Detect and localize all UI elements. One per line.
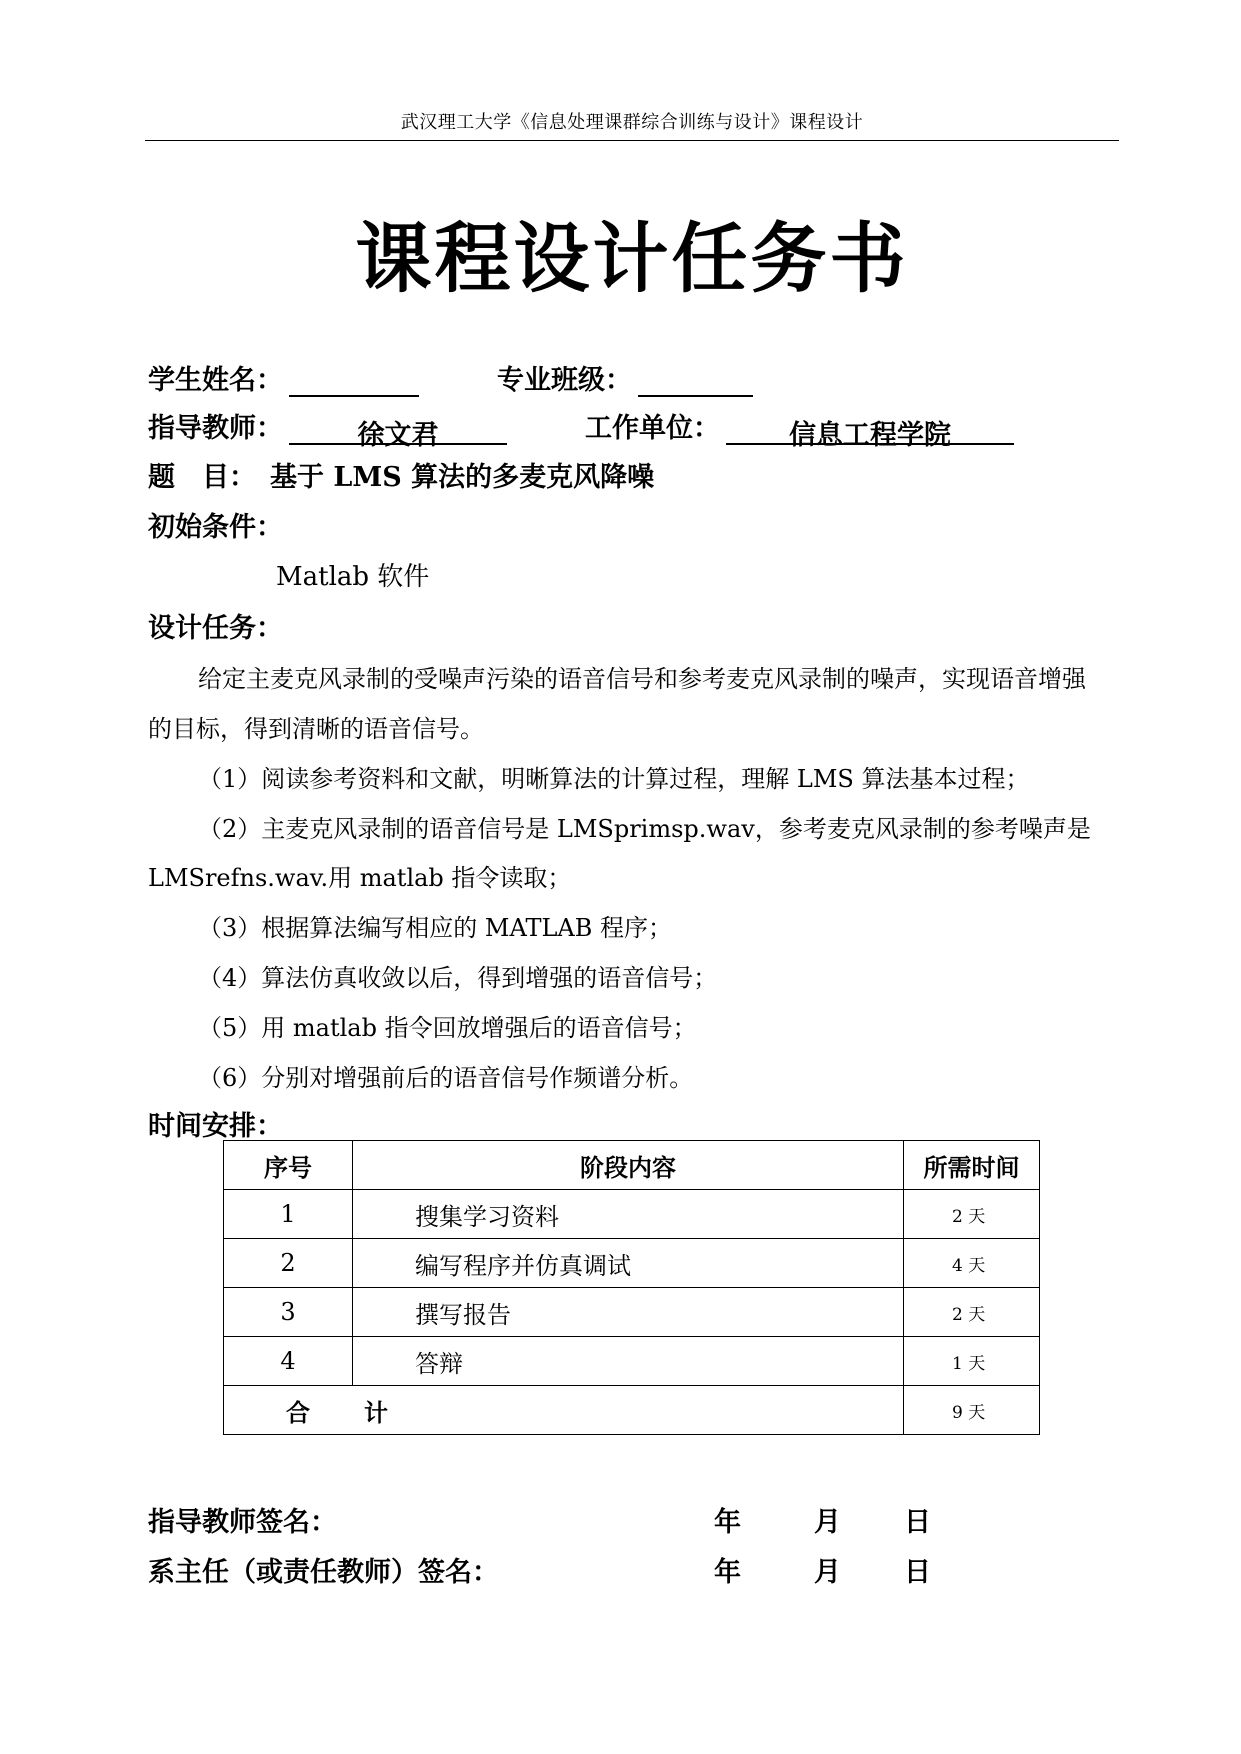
table-row — [224, 1337, 1040, 1386]
page-header: 武汉理工大学《信息处理课群综合训练与设计》课程设计 — [400, 112, 864, 133]
unit-label: 工作单位： — [585, 413, 720, 444]
row-time: 2 天 — [904, 1288, 1040, 1337]
design-task-item-5: （5）用 matlab 指令回放增强后的语音信号； — [198, 1014, 697, 1042]
row-no: 3 — [224, 1288, 353, 1337]
row-time: 4 天 — [904, 1239, 1040, 1288]
student-name-row — [148, 358, 419, 397]
director-signature-label: 系主任（或责任教师）签名： — [148, 1557, 499, 1588]
header-no: 序号 — [224, 1141, 353, 1190]
director-sign-year: 年 — [714, 1557, 741, 1588]
total-label: 合 计 — [224, 1386, 904, 1435]
schedule-header-row — [224, 1141, 1040, 1190]
unit-row — [585, 406, 1014, 451]
class-row — [497, 358, 753, 397]
table-row — [224, 1239, 1040, 1288]
design-task-item-2-line2: LMSrefns.wav.用 matlab 指令读取； — [148, 864, 572, 892]
schedule-total-row — [224, 1386, 1040, 1435]
topic-value: 基于 LMS 算法的多麦克风降噪 — [270, 462, 655, 493]
design-task-item-4: （4）算法仿真收敛以后，得到增强的语音信号； — [198, 964, 718, 992]
table-row — [224, 1190, 1040, 1239]
director-sign-day: 日 — [904, 1557, 931, 1588]
design-task-label: 设计任务： — [148, 613, 283, 644]
advisor-sign-day: 日 — [904, 1507, 931, 1538]
row-no: 4 — [224, 1337, 353, 1386]
header-content: 阶段内容 — [353, 1141, 904, 1190]
design-task-item-6: （6）分别对增强前后的语音信号作频谱分析。 — [198, 1064, 694, 1092]
row-no: 1 — [224, 1190, 353, 1239]
total-time: 9 天 — [904, 1386, 1040, 1435]
schedule-table — [223, 1140, 1040, 1435]
topic-label: 题 目： — [148, 462, 256, 493]
table-row — [224, 1288, 1040, 1337]
row-content: 搜集学习资料 — [353, 1190, 904, 1239]
student-name-label: 学生姓名： — [148, 365, 283, 396]
row-no: 2 — [224, 1239, 353, 1288]
advisor-signature-label: 指导教师签名： — [148, 1507, 337, 1538]
initial-conditions-text: Matlab 软件 — [276, 562, 430, 592]
advisor-sign-month: 月 — [814, 1507, 841, 1538]
row-time: 1 天 — [904, 1337, 1040, 1386]
design-task-item-3: （3）根据算法编写相应的 MATLAB 程序； — [198, 914, 673, 942]
unit-name: 信息工程学院 — [726, 413, 1014, 445]
row-content: 答辩 — [353, 1337, 904, 1386]
advisor-name: 徐文君 — [289, 413, 507, 445]
row-time: 2 天 — [904, 1190, 1040, 1239]
class-label: 专业班级： — [497, 365, 632, 396]
design-task-item-2-line1: （2）主麦克风录制的语音信号是 LMSprimsp.wav，参考麦克风录制的参考噪声是 — [198, 815, 1091, 843]
director-sign-month: 月 — [814, 1557, 841, 1588]
class-blank — [638, 365, 753, 397]
student-name-blank — [289, 365, 419, 397]
document-title: 课程设计任务书 — [355, 214, 909, 303]
topic-row — [148, 455, 654, 494]
advisor-label: 指导教师： — [148, 413, 283, 444]
header-time: 所需时间 — [904, 1141, 1040, 1190]
design-task-intro-line2: 的目标，得到清晰的语音信号。 — [148, 715, 484, 743]
advisor-row — [148, 406, 507, 451]
advisor-sign-year: 年 — [714, 1507, 741, 1538]
initial-conditions-label: 初始条件： — [148, 512, 283, 543]
row-content: 编写程序并仿真调试 — [353, 1239, 904, 1288]
row-content: 撰写报告 — [353, 1288, 904, 1337]
header-rule — [145, 140, 1119, 141]
schedule-label: 时间安排： — [148, 1111, 283, 1142]
design-task-item-1: （1）阅读参考资料和文献，明晰算法的计算过程，理解 LMS 算法基本过程； — [198, 765, 1030, 793]
design-task-intro-line1: 给定主麦克风录制的受噪声污染的语音信号和参考麦克风录制的噪声，实现语音增强 — [198, 665, 1086, 693]
